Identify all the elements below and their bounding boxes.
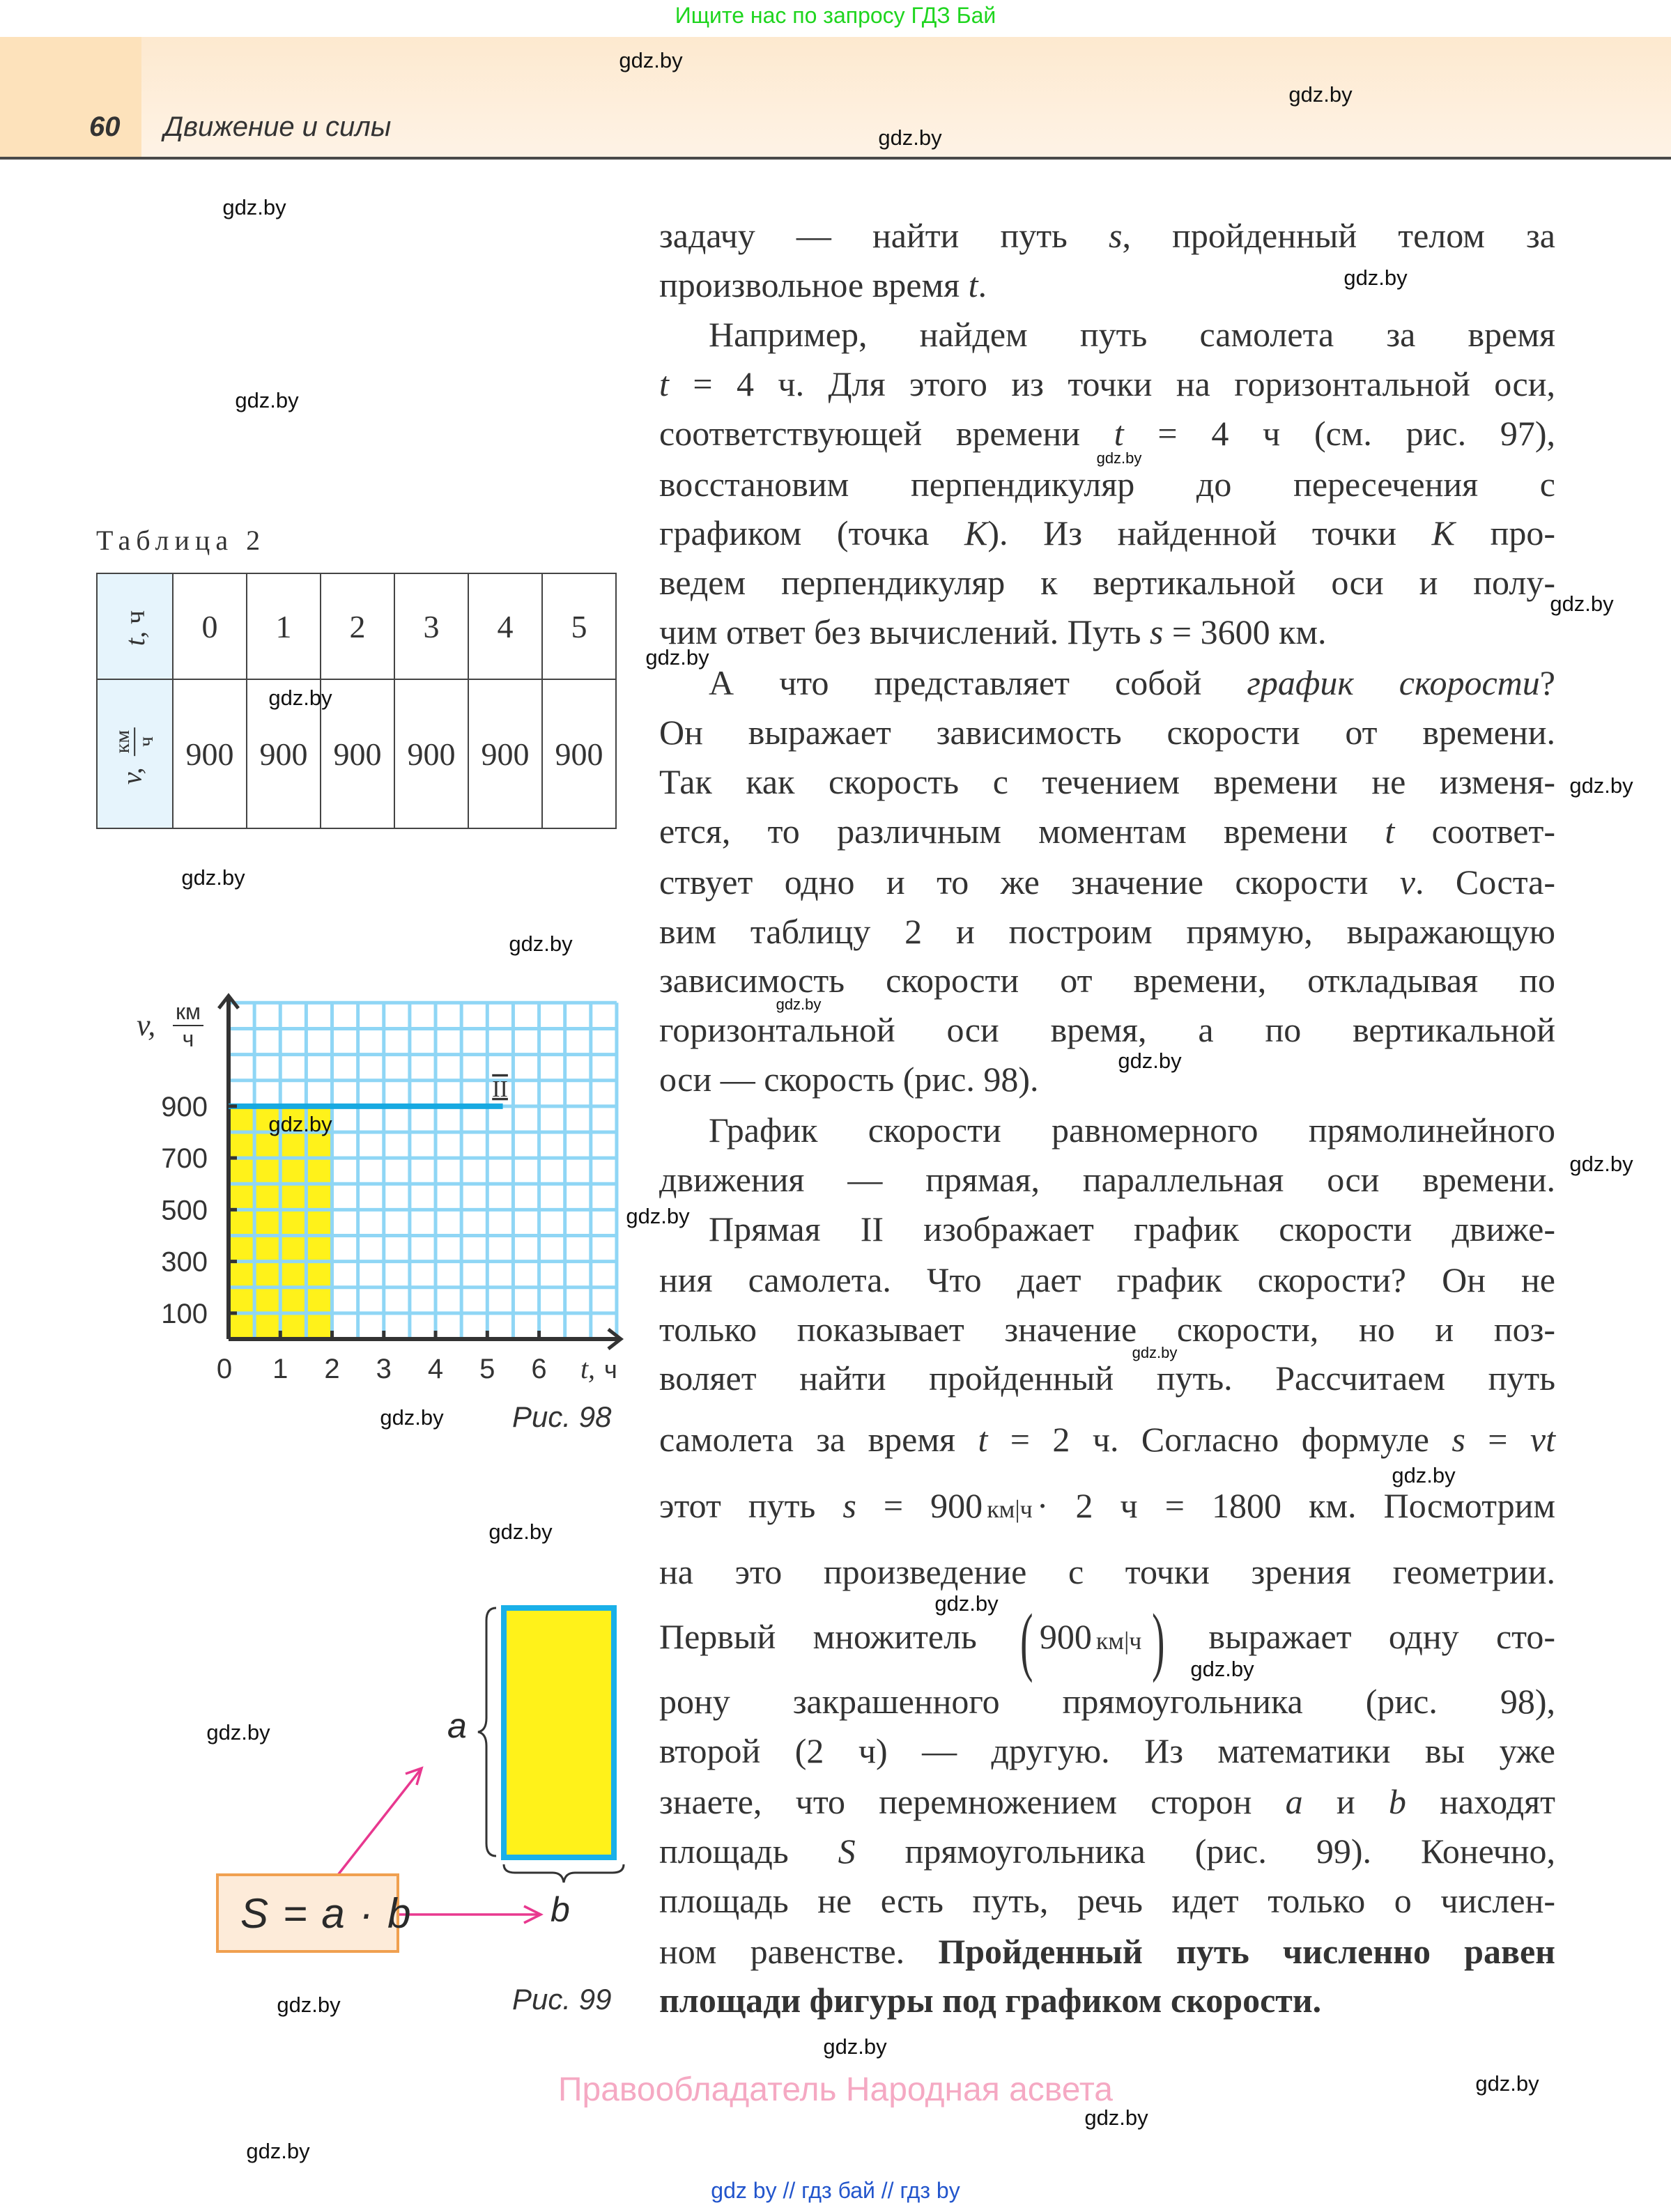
table-row-speed: [97, 679, 616, 828]
x-tick-label: 5: [479, 1354, 495, 1384]
text-line: [659, 1875, 1555, 1926]
table-cell: 900: [542, 679, 616, 828]
math-symbol: S: [838, 1831, 856, 1871]
text-line: [659, 906, 1555, 957]
text-line: [659, 857, 1555, 907]
area-formula: S = a · b: [240, 1890, 413, 1937]
text-run: А что представляет собой: [709, 663, 1247, 703]
text-run: = 4 ч. Для этого из точки на горизонтальной оси,: [668, 364, 1555, 403]
speed-table: [96, 573, 617, 829]
header-divider: [0, 157, 1671, 160]
footer-links[interactable]: gdz by // гдз бай // гдз by: [711, 2178, 960, 2203]
text-run: чим ответ без вычислений. Путь: [659, 612, 1150, 652]
watermark: gdz.by: [1190, 1657, 1254, 1681]
text-run: , пройденный телом за: [1122, 216, 1555, 256]
text-line: [659, 210, 1555, 261]
text-run: оси — скорость (рис. 98).: [659, 1060, 1039, 1099]
text-run: ном равенстве.: [659, 1931, 939, 1971]
watermark: gdz.by: [934, 1591, 999, 1616]
text-line: [659, 1054, 1555, 1104]
y-axis-label: v,: [137, 1008, 156, 1042]
y-tick-label: 300: [161, 1246, 208, 1278]
label-b: b: [550, 1890, 570, 1929]
watermark: gdz.by: [1084, 2105, 1148, 2130]
watermark: gdz.by: [206, 1720, 270, 1745]
y-axis-unit-numerator: км: [176, 999, 201, 1024]
series-label: II: [492, 1076, 508, 1102]
unit-fraction: км|ч: [1095, 1626, 1142, 1655]
text-line: [659, 1926, 1555, 1977]
text-line: [659, 1726, 1555, 1776]
x-tick-label: 6: [531, 1354, 547, 1384]
copyright-notice: Правообладатель Народная асвета: [558, 2071, 1113, 2108]
text-run: · 2 ч = 1800 км. Посмотрим: [1036, 1485, 1555, 1525]
watermark: gdz.by: [1118, 1049, 1182, 1073]
text-run: Так как скорость с течением времени не изменя-: [659, 761, 1555, 801]
watermark: gdz.by: [823, 2034, 887, 2059]
table-cell: 0: [173, 573, 247, 679]
watermark: gdz.by: [1475, 2071, 1539, 2096]
text-line: [659, 1975, 1555, 2025]
figure-99-caption: Рис. 99: [512, 1983, 612, 2016]
watermark: gdz.by: [1569, 1152, 1633, 1176]
text-run: и: [1302, 1781, 1389, 1821]
text-run: График скорости равномерного прямолинейного: [709, 1111, 1555, 1150]
text-line: [659, 1676, 1555, 1726]
watermark: gdz.by: [1096, 449, 1142, 467]
table-row-time: [97, 573, 616, 679]
math-symbol: a: [1285, 1781, 1303, 1821]
table-cell: 3: [394, 573, 468, 679]
text-run: вим таблицу 2 и построим прямую, выражающую: [659, 911, 1555, 951]
text-line: [659, 1204, 1555, 1254]
math-symbol: vt: [1530, 1419, 1556, 1459]
text-run: про-: [1454, 513, 1555, 553]
x-tick-label: 1: [272, 1354, 288, 1384]
x-axis-label: t,: [580, 1353, 596, 1384]
math-symbol: s: [842, 1485, 856, 1525]
text-line: [659, 1154, 1555, 1205]
text-run: самолета за время: [659, 1419, 978, 1459]
table-cell: 5: [542, 573, 616, 679]
text-run: произвольное время: [659, 265, 969, 305]
figure-98-caption: Рис. 98: [512, 1400, 612, 1433]
text-run: рону закрашенного прямоугольника (рис. 98),: [659, 1682, 1555, 1722]
y-tick-label: 700: [161, 1143, 208, 1175]
math-symbol: s: [1149, 612, 1164, 652]
math-symbol: t: [978, 1419, 988, 1459]
text-line: [659, 607, 1555, 657]
watermark: gdz.by: [509, 931, 573, 956]
text-run: задачу — найти путь: [659, 216, 1109, 256]
text-run: = 3600 км.: [1163, 612, 1327, 652]
watermark: gdz.by: [277, 1993, 341, 2017]
text-run: зависимость скорости от времени, откладывая по: [659, 961, 1555, 1000]
unit-denominator: ч: [134, 736, 158, 748]
math-symbol: t: [659, 364, 669, 403]
text-line: [659, 1105, 1555, 1155]
text-run: находят: [1406, 1781, 1555, 1821]
text-run: площадь: [659, 1831, 838, 1871]
text-run: на это произведение с точки зрения геометрии.: [659, 1552, 1555, 1591]
watermark: gdz.by: [626, 1204, 690, 1228]
text-run: площадь не есть путь, речь идет только о числен-: [659, 1880, 1555, 1920]
watermark: gdz.by: [1132, 1344, 1178, 1361]
text-line: [659, 658, 1555, 708]
text-run: Первый множитель: [659, 1617, 1015, 1656]
watermark: gdz.by: [878, 125, 942, 150]
text-run: графиком (точка: [659, 513, 964, 553]
unit-fraction: км|ч: [987, 1495, 1033, 1524]
math-symbol: t: [968, 265, 978, 305]
text-run: ведем перпендикуляр к вертикальной оси и полу-: [659, 563, 1555, 603]
watermark: gdz.by: [222, 195, 286, 219]
text-line: [659, 309, 1555, 359]
y-axis-unit-denominator: ч: [182, 1026, 194, 1051]
text-line: [659, 508, 1555, 558]
text-line: [659, 1777, 1555, 1827]
text-run: знаете, что перемножением сторон: [659, 1781, 1286, 1821]
math-symbol: K: [1431, 513, 1455, 553]
text-run: только показывает значение скорости, но и поз-: [659, 1309, 1555, 1349]
table-cell: 900: [394, 679, 468, 828]
table-cell: 4: [468, 573, 542, 679]
text-line: [659, 757, 1555, 807]
watermark: gdz.by: [246, 2139, 310, 2163]
y-tick-label: 500: [161, 1195, 208, 1226]
table-cell: 900: [247, 679, 321, 828]
text-line: [659, 1255, 1555, 1305]
text-line: [659, 359, 1555, 409]
watermark: gdz.by: [645, 645, 709, 670]
text-run: ствует одно и то же значение скорости: [659, 862, 1400, 902]
bold-text: площади фигуры под графиком скорости.: [659, 1981, 1322, 2020]
text-line: [659, 707, 1555, 757]
text-run: ется, то различным моментам времени: [659, 811, 1385, 851]
brace-a: [478, 1608, 496, 1856]
text-line: [659, 1414, 1555, 1464]
watermark: gdz.by: [181, 865, 245, 890]
text-line: [659, 1826, 1555, 1876]
chapter-title: Движение и силы: [164, 111, 392, 142]
text-run: выражает одну сто-: [1171, 1617, 1555, 1656]
table-cell: 900: [173, 679, 247, 828]
text-run: соответ-: [1394, 811, 1555, 851]
watermark: gdz.by: [1288, 82, 1353, 107]
text-run: = 2 ч. Согласно формуле: [987, 1419, 1452, 1459]
math-symbol: s: [1451, 1419, 1465, 1459]
page-number-tab: [0, 37, 141, 158]
math-symbol: K: [964, 513, 988, 553]
watermark: gdz.by: [1569, 773, 1633, 798]
text-run: движения — прямая, параллельная оси времени.: [659, 1159, 1555, 1199]
text-line: [659, 1353, 1555, 1403]
text-run: = 4 ч (см. рис. 97),: [1123, 413, 1555, 453]
watermark: gdz.by: [268, 1112, 332, 1136]
page-number: 60: [89, 111, 121, 142]
text-run: Он выражает зависимость скорости от времени.: [659, 712, 1555, 752]
math-symbol: b: [1388, 1781, 1406, 1821]
watermark: gdz.by: [776, 996, 822, 1013]
speed-symbol: v,: [116, 767, 148, 785]
y-tick-label: 100: [161, 1298, 208, 1329]
x-axis-unit: ч: [603, 1355, 617, 1384]
text-run: прямоугольника (рис. 99). Конечно,: [855, 1831, 1555, 1871]
watermark: gdz.by: [1392, 1463, 1456, 1487]
search-banner[interactable]: Ищите нас по запросу ГДЗ Бай: [675, 3, 996, 28]
text-run: = 900: [856, 1485, 983, 1525]
y-tick-label: 900: [161, 1091, 208, 1122]
unit-numerator: км: [111, 727, 135, 757]
text-line: Первый множитель ( 900 км|ч ) выражает одну сто-: [659, 1598, 1555, 1683]
speed-unit: [111, 727, 157, 757]
time-unit: ч: [119, 610, 151, 624]
text-line: [659, 557, 1555, 608]
text-run: ?: [1539, 663, 1555, 703]
speed-chart: [139, 975, 641, 1393]
text-run: горизонтальной оси время, а по вертикальной: [659, 1010, 1555, 1050]
x-tick-label: 4: [427, 1354, 444, 1384]
table-cell: 2: [321, 573, 394, 679]
watermark: gdz.by: [235, 388, 299, 412]
math-symbol: t: [1114, 413, 1124, 453]
text-run: ). Из найденной точки: [987, 513, 1432, 553]
text-run: воляет найти пройденный путь. Рассчитаем путь: [659, 1359, 1555, 1398]
row-header-speed: [97, 679, 173, 828]
x-tick-label: 3: [376, 1354, 392, 1384]
rectangle: [504, 1608, 614, 1857]
table-title: Таблица 2: [96, 525, 266, 556]
text-run: Например, найдем путь самолета за время: [709, 314, 1555, 354]
watermark: gdz.by: [619, 48, 683, 72]
watermark: gdz.by: [1550, 591, 1614, 616]
math-symbol: v: [1399, 862, 1415, 902]
math-symbol: t: [1385, 811, 1395, 851]
x-tick-label: 2: [324, 1354, 340, 1384]
text-run: ния самолета. Что дает график скорости? Он не: [659, 1260, 1555, 1299]
text-line: [659, 1547, 1555, 1597]
text-line: [659, 260, 1555, 310]
x-tick-label: 0: [216, 1354, 233, 1384]
text-run: этот путь: [659, 1485, 843, 1525]
text-run: .: [978, 265, 987, 305]
text-line: [659, 1304, 1555, 1354]
text-run: Прямая II изображает график скорости движе-: [709, 1209, 1555, 1248]
label-a: a: [447, 1706, 467, 1745]
text-run: 900: [1039, 1617, 1092, 1656]
math-symbol: график скорости: [1247, 663, 1540, 703]
brace-b: [504, 1864, 624, 1882]
text-run: второй (2 ч) — другую. Из математики вы уже: [659, 1731, 1555, 1771]
text-run: . Соста-: [1415, 862, 1555, 902]
text-line: [659, 806, 1555, 856]
table-cell: 900: [468, 679, 542, 828]
text-run: =: [1465, 1419, 1530, 1459]
watermark: gdz.by: [488, 1519, 553, 1544]
text-run: восстановим перпендикуляр до пересечения с: [659, 464, 1555, 504]
text-run: соответствующей времени: [659, 413, 1114, 453]
table-cell: 1: [247, 573, 321, 679]
time-symbol: t,: [119, 631, 151, 646]
watermark: gdz.by: [1343, 265, 1408, 290]
row-header-time: [97, 573, 173, 679]
watermark: gdz.by: [268, 686, 332, 710]
bold-text: Пройденный путь численно равен: [938, 1931, 1555, 1971]
table-cell: 900: [321, 679, 394, 828]
math-symbol: s: [1108, 216, 1123, 256]
watermark: gdz.by: [380, 1405, 444, 1430]
